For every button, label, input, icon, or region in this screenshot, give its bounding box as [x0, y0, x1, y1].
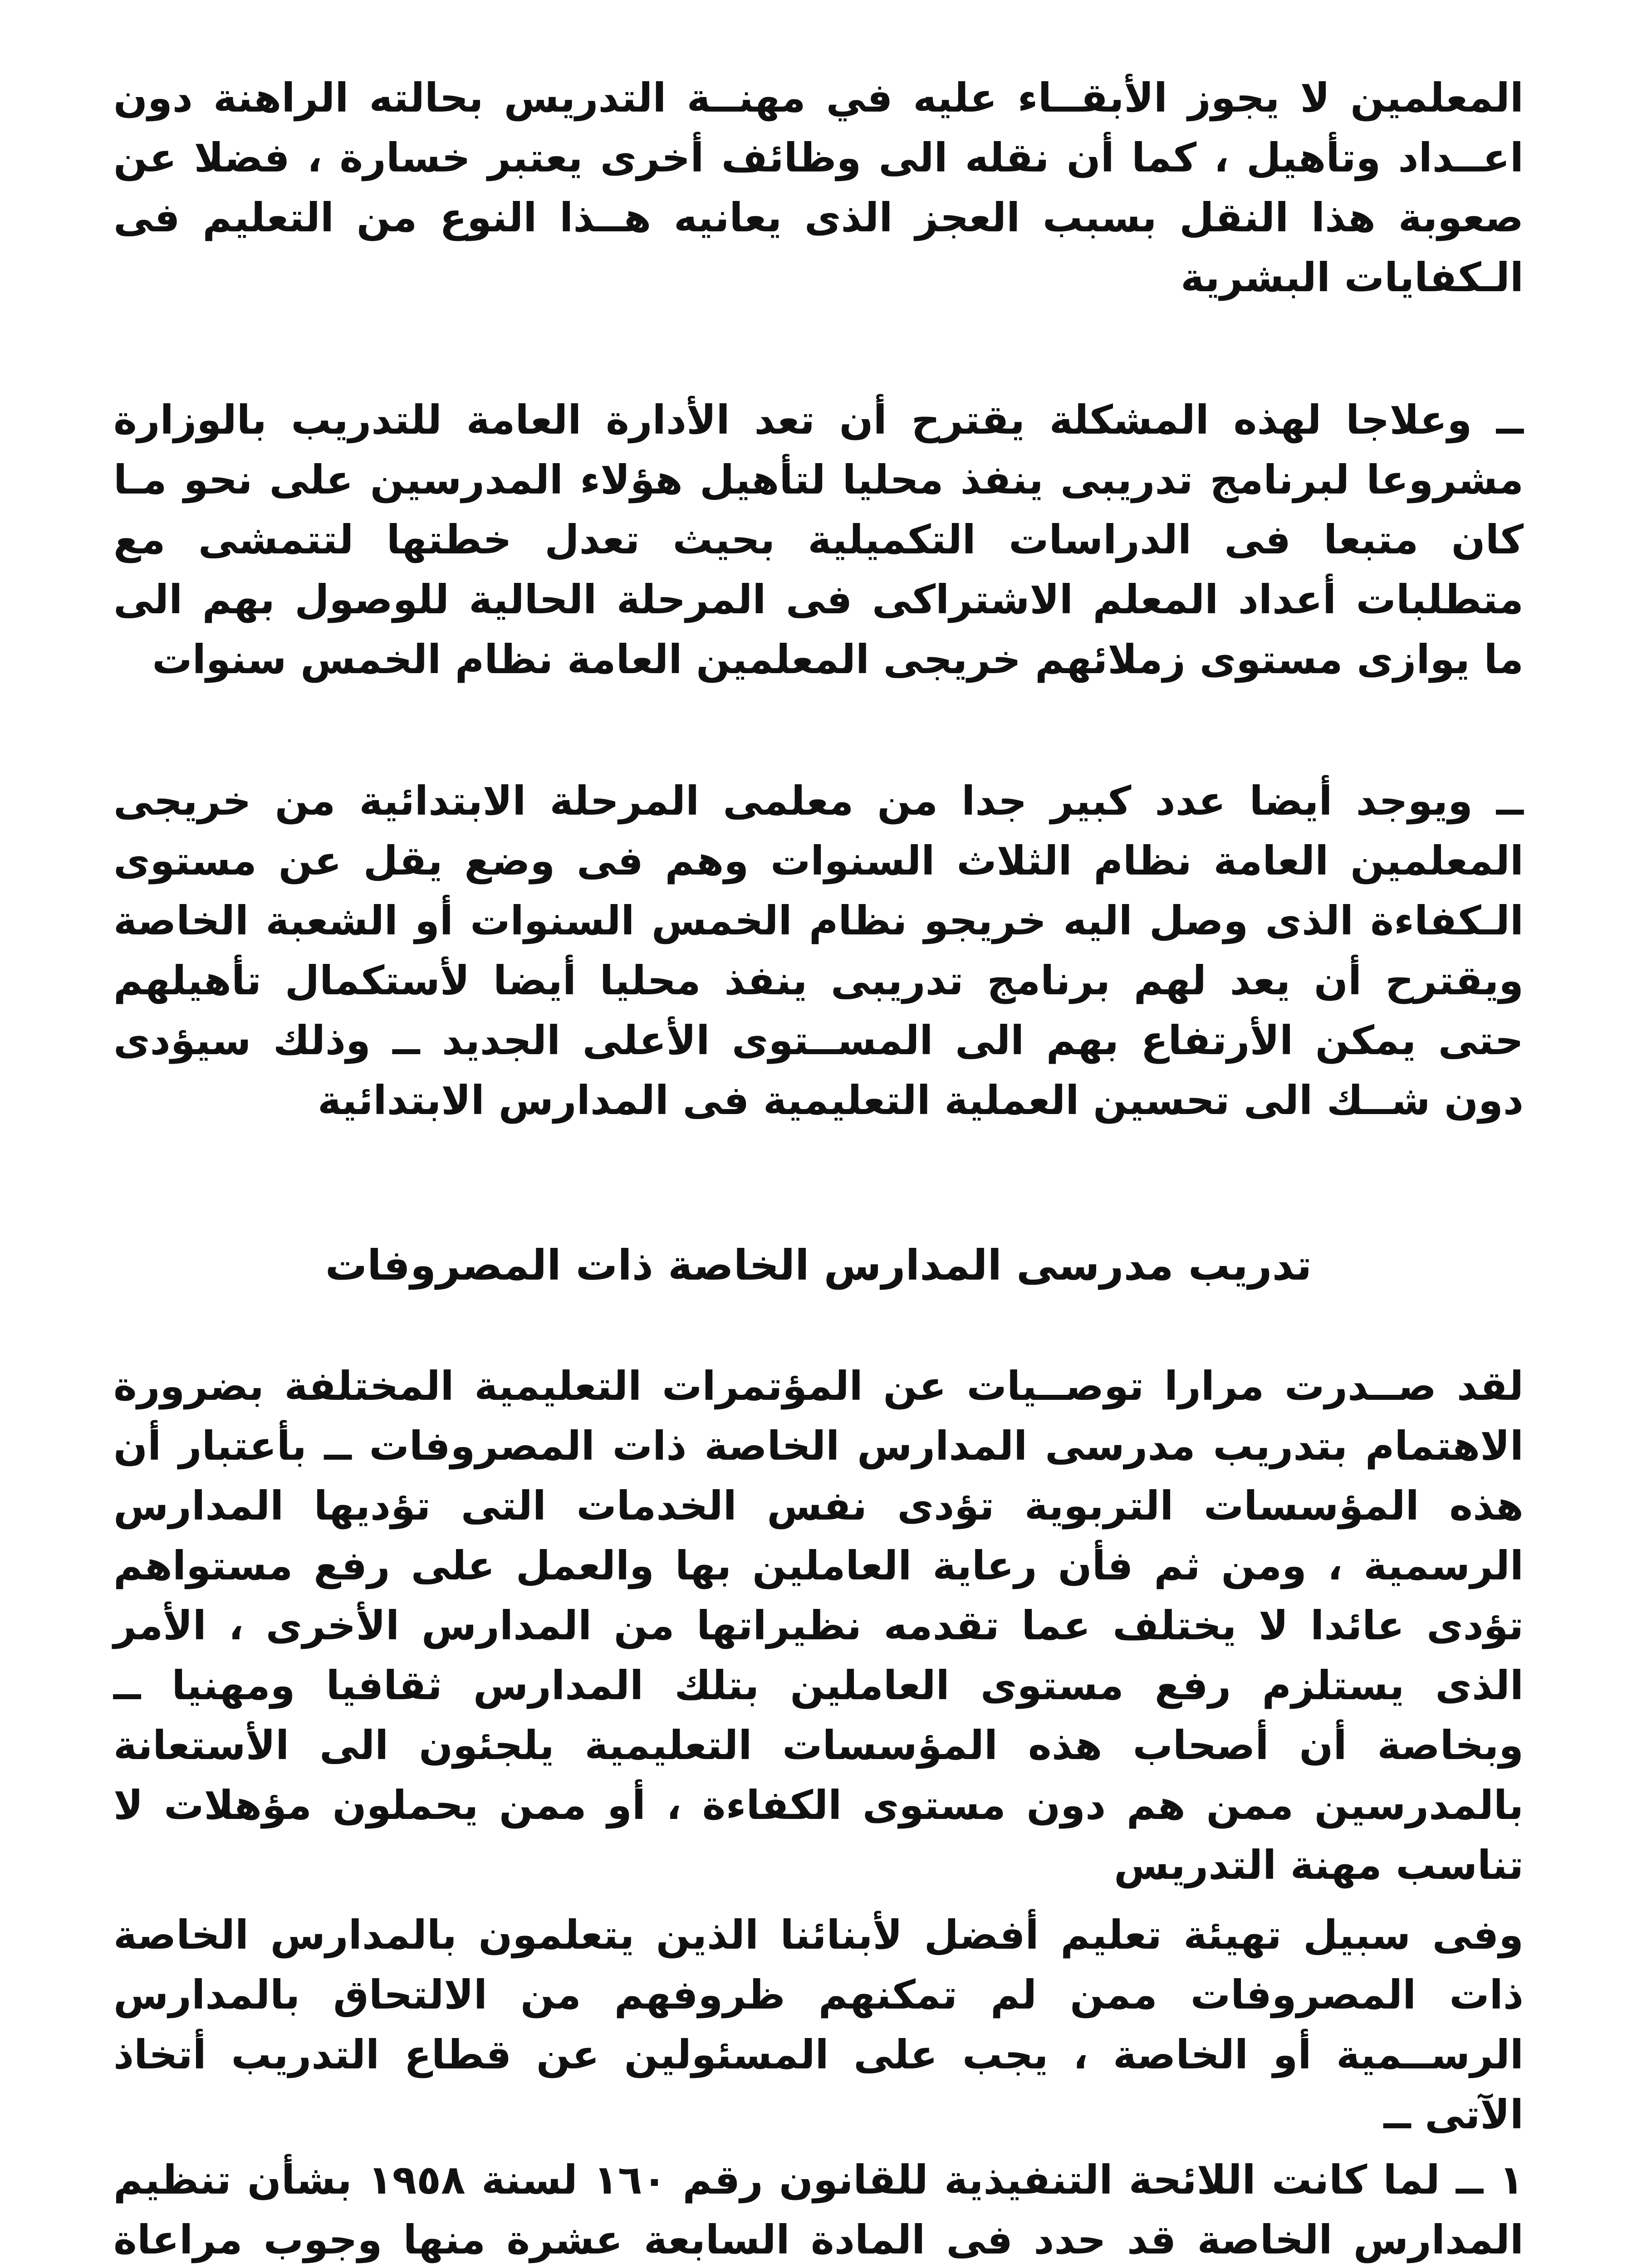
- paragraph-6: ١ ــ لما كانت اللائحة التنفيذية للقانون رقم ١٦٠ لسنة ١٩٥٨ بشأن تنظيم المدارس الخاصة قد حدد فى المادة السابعة عشرة منها وجوب مراعاة: [113, 2156, 1524, 2263]
- paragraph-2: ــ وعلاجا لهذه المشكلة يقترح أن تعد الأدارة العامة للتدريب بالوزارة مشروعا لبرنامج تدريبى ينفذ محليا لتأهيل هؤلاء المدرسين على نحو مـا كان متبعا فى الدراسات التكميلية بحيث تعدل خطتها لتتمشى مع متطلبات أعداد المعلم الاشتراكى فى المرحلة الحالية للوصول بهم الى ما يوازى مستوى زملائهم خريجى المعلمين العامة نظام الخمس سنوات: [113, 396, 1524, 683]
- paragraph-1: المعلمين لا يجوز الأبقــاء عليه في مهنــة التدريس بحالته الراهنة دون اعــداد وتأهيل ، كما أن نقله الى وظائف أخرى يعتبر خسارة ، فضلا عن صعوبة هذا النقل بسبب العجز الذى يعانيه هــذا النوع من التعليم فى الـكفايات البشرية: [113, 74, 1524, 301]
- paragraph-3: ــ ويوجد أيضا عدد كبير جدا من معلمى المرحلة الابتدائية من خريجى المعلمين العامة نظام الثلاث السنوات وهم فى وضع يقل عن مستوى الـكفاءة الذى وصل اليه خريجو نظام الخمس السنوات أو الشعبة الخاصة ويقترح أن يعد لهم برنامج تدريبى ينفذ محليا أيضا لأستكمال تأهيلهم حتى يمكن الأرتفاع بهم الى المســتوى الأعلى الجديد ــ وذلك سيؤدى دون شــك الى تحسين العملية التعليمية فى المدارس الابتدائية: [113, 777, 1524, 1124]
- paragraph-5: وفى سبيل تهيئة تعليم أفضل لأبنائنا الذين يتعلمون بالمدارس الخاصة ذات المصروفات ممن لم تمكنهم ظروفهم من الالتحاق بالمدارس الرســمية أو الخاصة ، يجب على المسئولين عن قطاع التدريب أتخاذ الآتى ــ: [113, 1911, 1524, 2138]
- section-heading: تدريب مدرسى المدارس الخاصة ذات المصروفات: [325, 1241, 1312, 1290]
- paragraph-4: لقد صــدرت مرارا توصــيات عن المؤتمرات التعليمية المختلفة بضرورة الاهتمام بتدريب مدرسى المدارس الخاصة ذات المصروفات ــ بأعتبار أن هذه المؤسسات التربوية تؤدى نفس الخدمات التى تؤديها المدارس الرسمية ، ومن ثم فأن رعاية العاملين بها والعمل على رفع مستواهم تؤدى عائدا لا يختلف عما تقدمه نظيراتها من المدارس الأخرى ، الأمر الذى يستلزم رفع مستوى العاملين بتلك المدارس ثقافيا ومهنيا ــ وبخاصة أن أصحاب هذه المؤسسات التعليمية يلجئون الى الأستعانة بالمدرسين ممن هم دون مستوى الكفاءة ، أو ممن يحملون مؤهلات لا تناسب مهنة التدريس: [113, 1363, 1524, 1888]
